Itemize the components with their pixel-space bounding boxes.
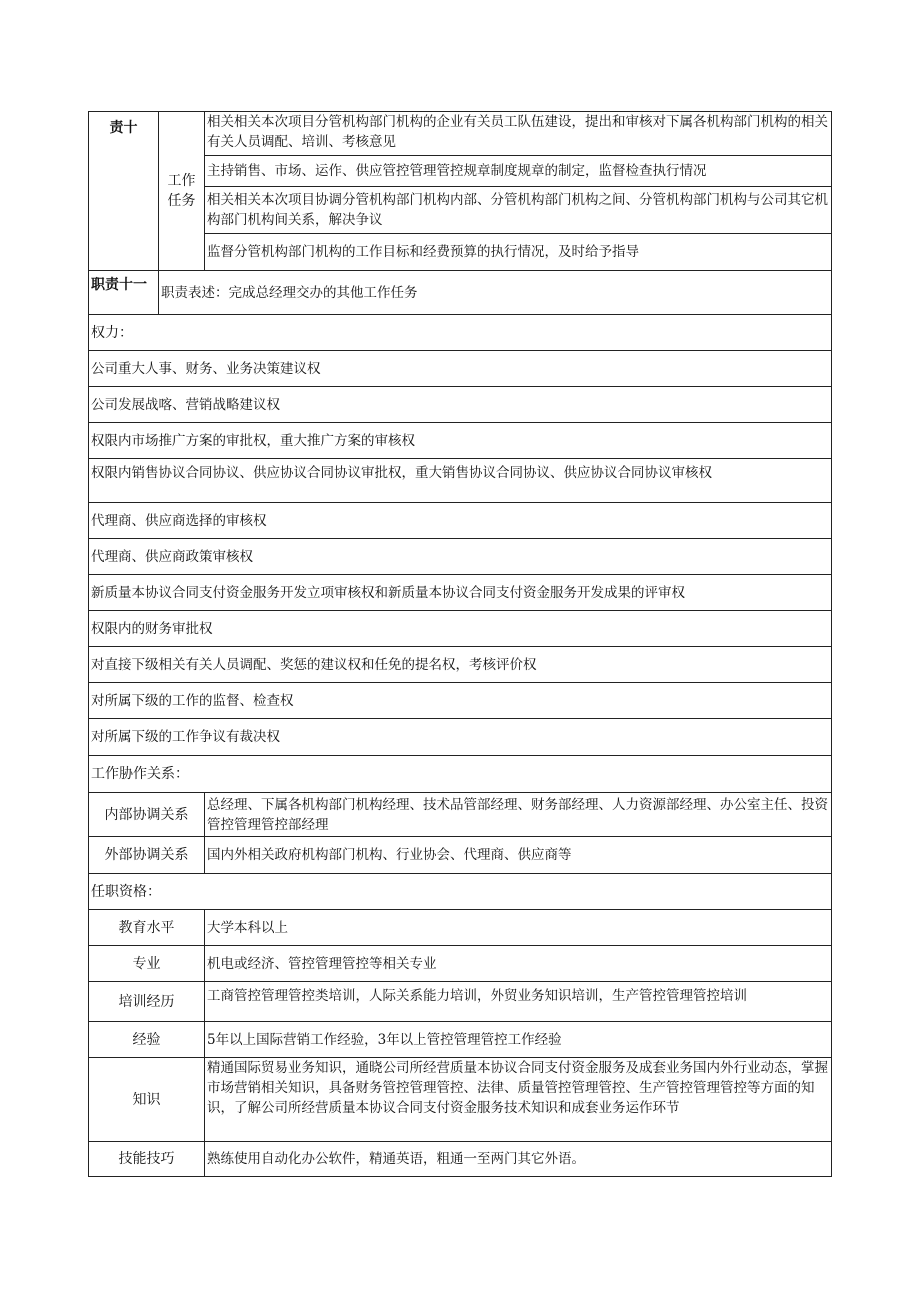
duty10-item: 相关相关本次项目协调分管机构部门机构内部、分管机构部门机构之间、分管机构部门机构与公司其它机构部门机构间关系，解决争议 xyxy=(205,187,832,234)
power-item: 代理商、供应商选择的审核权 xyxy=(89,503,832,539)
qualification-label: 专业 xyxy=(89,946,205,982)
power-item: 对所属下级的工作争议有裁决权 xyxy=(89,719,832,756)
duty10-sublabel: 工作任务 xyxy=(159,112,205,271)
qualifications-heading: 任职资格： xyxy=(89,874,832,910)
qualification-label: 经验 xyxy=(89,1022,205,1058)
job-description-table xyxy=(88,111,832,1177)
qualification-value: 大学本科以上 xyxy=(205,910,832,946)
power-item: 权限内的财务审批权 xyxy=(89,611,832,647)
power-item: 代理商、供应商政策审核权 xyxy=(89,539,832,575)
external-relations-value: 国内外相关政府机构部门机构、行业协会、代理商、供应商等 xyxy=(205,837,832,874)
internal-relations-value: 总经理、下属各机构部门机构经理、技术品管部经理、财务部经理、人力资源部经理、办公室主任、投资管控管理管控部经理 xyxy=(205,793,832,837)
power-item: 公司重大人事、财务、业务决策建议权 xyxy=(89,351,832,387)
power-item: 权限内市场推广方案的审批权，重大推广方案的审核权 xyxy=(89,423,832,459)
duty10-item: 监督分管机构部门机构的工作目标和经费预算的执行情况，及时给予指导 xyxy=(205,234,832,271)
power-item: 对所属下级的工作的监督、检查权 xyxy=(89,683,832,719)
relations-heading: 工作胁作关系： xyxy=(89,756,832,793)
qualification-value: 精通国际贸易业务知识，通晓公司所经营质量本协议合同支付资金服务及成套业务国内外行业动态，掌握市场营销相关知识，具备财务管控管理管控、法律、质量管控管理管控、生产管控管理管控等方面的知识，了解公司所经营质量本协议合同支付资金服务技术知识和成套业务运作环节 xyxy=(205,1058,832,1142)
qualification-value: 机电或经济、管控管理管控等相关专业 xyxy=(205,946,832,982)
qualification-value: 工商管控管理管控类培训，人际关系能力培训，外贸业务知识培训，生产管控管理管控培训 xyxy=(205,982,832,1022)
duty11-description: 职责表述：完成总经理交办的其他工作任务 xyxy=(159,271,832,315)
qualification-label: 知识 xyxy=(89,1058,205,1142)
powers-heading: 权力： xyxy=(89,315,832,351)
external-relations-label: 外部协调关系 xyxy=(89,837,205,874)
power-item: 对直接下级相关有关人员调配、奖惩的建议权和任免的提名权，考核评价权 xyxy=(89,647,832,683)
duty11-label: 职责十一 xyxy=(89,271,159,315)
power-item: 权限内销售协议合同协议、供应协议合同协议审批权，重大销售协议合同协议、供应协议合同协议审核权 xyxy=(89,459,832,503)
internal-relations-label: 内部协调关系 xyxy=(89,793,205,837)
qualification-label: 教育水平 xyxy=(89,910,205,946)
qualification-label: 技能技巧 xyxy=(89,1142,205,1177)
power-item: 公司发展战喀、营销战略建议权 xyxy=(89,387,832,423)
qualification-value: 熟练使用自动化办公软件，精通英语，粗通一至两门其它外语。 xyxy=(205,1142,832,1177)
qualification-label: 培训经历 xyxy=(89,982,205,1022)
duty10-item: 主持销售、市场、运作、供应管控管理管控规章制度规章的制定，监督检查执行情况 xyxy=(205,156,832,187)
duty10-item: 相关相关本次项目分管机构部门机构的企业有关员工队伍建设，提出和审核对下属各机构部门机构的相关有关人员调配、培训、考核意见 xyxy=(205,112,832,156)
duty10-label: 责十 xyxy=(89,112,159,271)
power-item: 新质量本协议合同支付资金服务开发立项审核权和新质量本协议合同支付资金服务开发成果的评审权 xyxy=(89,575,832,611)
qualification-value: 5年以上国际营销工作经验，3年以上管控管理管控工作经验 xyxy=(205,1022,832,1058)
